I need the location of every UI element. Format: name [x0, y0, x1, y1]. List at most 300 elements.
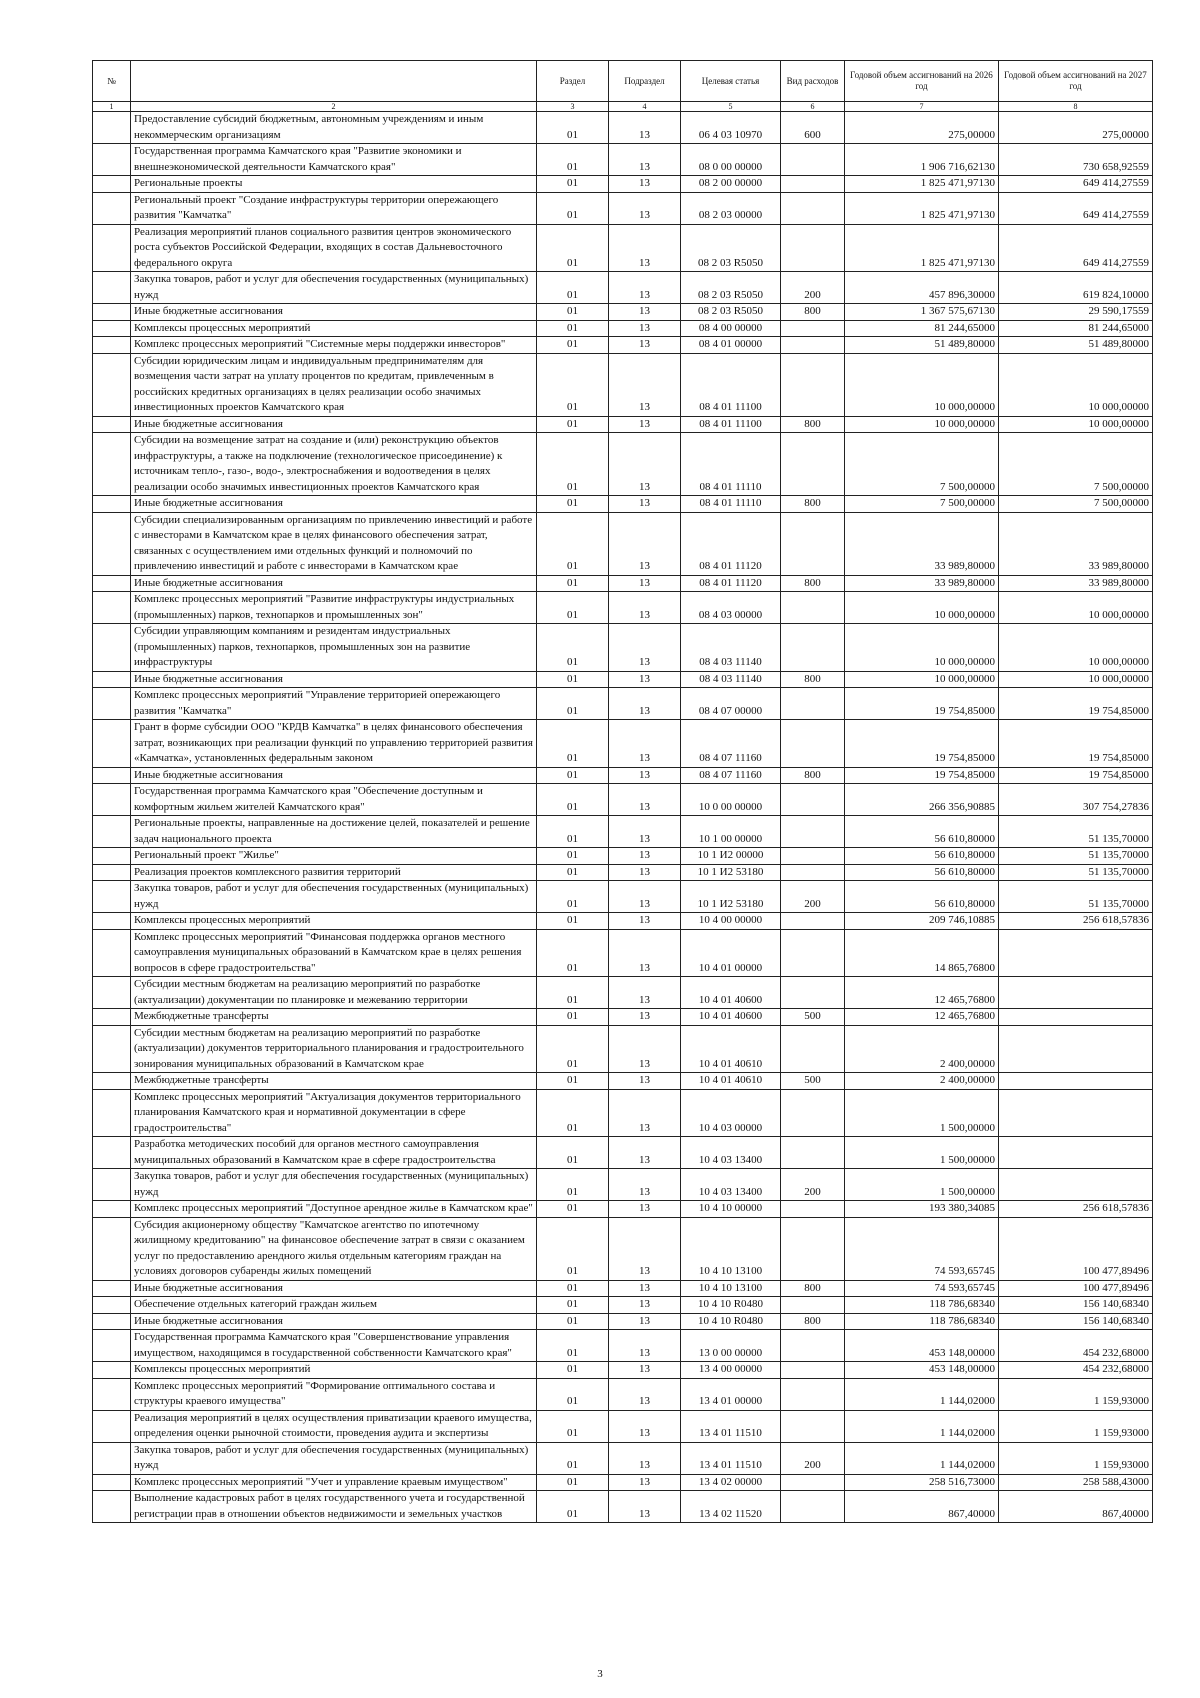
table-row: [93, 592, 1153, 624]
row-number-cell: [93, 272, 131, 304]
row-number-cell: [93, 1137, 131, 1169]
row-number-cell: [93, 929, 131, 977]
row-number-cell: [93, 192, 131, 224]
row-section-cell: 01: [537, 304, 609, 321]
row-volume-2027-cell: 10 000,00000: [999, 671, 1153, 688]
row-number-cell: [93, 320, 131, 337]
row-subsection-cell: 13: [609, 433, 681, 496]
row-target-article-cell: 10 1 И2 53180: [681, 881, 781, 913]
row-expense-type-cell: 800: [781, 767, 845, 784]
row-expense-type-cell: 500: [781, 1073, 845, 1090]
table-row: [93, 192, 1153, 224]
row-name-cell: Иные бюджетные ассигнования: [131, 304, 537, 321]
row-section-cell: 01: [537, 1280, 609, 1297]
row-subsection-cell: 13: [609, 192, 681, 224]
row-name-cell: Закупка товаров, работ и услуг для обеспечения государственных (муниципальных) нужд: [131, 272, 537, 304]
row-number-cell: [93, 224, 131, 272]
row-expense-type-cell: [781, 977, 845, 1009]
table-row: [93, 913, 1153, 930]
row-subsection-cell: 13: [609, 1073, 681, 1090]
row-volume-2026-cell: 56 610,80000: [845, 816, 999, 848]
row-number-cell: [93, 1089, 131, 1137]
row-expense-type-cell: [781, 688, 845, 720]
row-name-cell: Государственная программа Камчатского края "Совершенствование управления имуществом, находящимся в государственной собственности Камчатского края": [131, 1330, 537, 1362]
row-name-cell: Субсидии местным бюджетам на реализацию мероприятий по разработке (актуализации) документации по планировке и межеванию территории: [131, 977, 537, 1009]
row-target-article-cell: 08 4 01 11120: [681, 575, 781, 592]
row-target-article-cell: 08 4 01 11110: [681, 496, 781, 513]
row-expense-type-cell: 800: [781, 416, 845, 433]
row-subsection-cell: 13: [609, 1137, 681, 1169]
row-expense-type-cell: [781, 144, 845, 176]
row-name-cell: Обеспечение отдельных категорий граждан жильем: [131, 1297, 537, 1314]
row-expense-type-cell: [781, 1201, 845, 1218]
row-volume-2027-cell: 1 159,93000: [999, 1378, 1153, 1410]
row-number-cell: [93, 496, 131, 513]
row-subsection-cell: 13: [609, 720, 681, 768]
row-volume-2026-cell: 7 500,00000: [845, 433, 999, 496]
row-volume-2026-cell: 275,00000: [845, 112, 999, 144]
row-name-cell: Комплекс процессных мероприятий "Управление территорией опережающего развития "Камчатка": [131, 688, 537, 720]
table-row: [93, 1009, 1153, 1026]
row-section-cell: 01: [537, 1378, 609, 1410]
table-row: [93, 112, 1153, 144]
row-section-cell: 01: [537, 688, 609, 720]
row-subsection-cell: 13: [609, 512, 681, 575]
row-expense-type-cell: [781, 1089, 845, 1137]
row-number-cell: [93, 1169, 131, 1201]
row-section-cell: 01: [537, 592, 609, 624]
row-target-article-cell: 08 4 07 11160: [681, 720, 781, 768]
row-volume-2027-cell: 275,00000: [999, 112, 1153, 144]
table-row: [93, 1442, 1153, 1474]
row-subsection-cell: 13: [609, 1009, 681, 1026]
table-row: [93, 320, 1153, 337]
row-volume-2027-cell: 454 232,68000: [999, 1362, 1153, 1379]
row-name-cell: Закупка товаров, работ и услуг для обеспечения государственных (муниципальных) нужд: [131, 881, 537, 913]
row-volume-2026-cell: 193 380,34085: [845, 1201, 999, 1218]
row-section-cell: 01: [537, 337, 609, 354]
row-name-cell: Субсидии на возмещение затрат на создание и (или) реконструкцию объектов инфраструктуры, а также на подключение (технологическое присоединение) к источникам тепло-, газо-, водо-, электроснабжения и водоотведения в целях реализации особо значимых инвестиционных проектов Камчатского края: [131, 433, 537, 496]
row-target-article-cell: 10 4 01 40600: [681, 1009, 781, 1026]
row-subsection-cell: 13: [609, 671, 681, 688]
row-expense-type-cell: [781, 929, 845, 977]
row-subsection-cell: 13: [609, 575, 681, 592]
row-target-article-cell: 08 4 00 00000: [681, 320, 781, 337]
row-name-cell: Реализация мероприятий в целях осуществления приватизации краевого имущества, определения оценки рыночной стоимости, проведения аудита и экспертизы: [131, 1410, 537, 1442]
row-volume-2026-cell: 10 000,00000: [845, 671, 999, 688]
row-number-cell: [93, 688, 131, 720]
table-row: [93, 1280, 1153, 1297]
row-target-article-cell: 08 2 03 R5050: [681, 224, 781, 272]
column-number: 7: [845, 102, 999, 112]
row-target-article-cell: 13 4 02 11520: [681, 1491, 781, 1523]
row-subsection-cell: 13: [609, 304, 681, 321]
table-row: [93, 575, 1153, 592]
row-expense-type-cell: 200: [781, 1442, 845, 1474]
row-volume-2027-cell: 51 135,70000: [999, 848, 1153, 865]
row-name-cell: Комплексы процессных мероприятий: [131, 1362, 537, 1379]
row-section-cell: 01: [537, 1217, 609, 1280]
row-name-cell: Комплекс процессных мероприятий "Формирование оптимального состава и структуры краевого имущества": [131, 1378, 537, 1410]
row-volume-2027-cell: 619 824,10000: [999, 272, 1153, 304]
row-volume-2026-cell: 1 825 471,97130: [845, 192, 999, 224]
row-section-cell: 01: [537, 720, 609, 768]
row-name-cell: Комплекс процессных мероприятий "Учет и управление краевым имуществом": [131, 1474, 537, 1491]
column-number: 4: [609, 102, 681, 112]
row-volume-2027-cell: 10 000,00000: [999, 624, 1153, 672]
row-number-cell: [93, 624, 131, 672]
row-name-cell: Комплексы процессных мероприятий: [131, 913, 537, 930]
row-expense-type-cell: [781, 224, 845, 272]
row-name-cell: Субсидии юридическим лицам и индивидуальным предпринимателям для возмещения части затрат на уплату процентов по кредитам, привлеченным в российских кредитных организациях в целях реализации особо значимых инвестиционных проектов Камчатского края: [131, 353, 537, 416]
row-volume-2026-cell: 453 148,00000: [845, 1330, 999, 1362]
table-row: [93, 1137, 1153, 1169]
row-volume-2027-cell: 649 414,27559: [999, 176, 1153, 193]
row-section-cell: 01: [537, 624, 609, 672]
budget-table-sheet: [92, 60, 1152, 1523]
table-row: [93, 848, 1153, 865]
row-name-cell: Комплексы процессных мероприятий: [131, 320, 537, 337]
row-number-cell: [93, 512, 131, 575]
row-volume-2026-cell: 118 786,68340: [845, 1297, 999, 1314]
row-volume-2026-cell: 1 500,00000: [845, 1089, 999, 1137]
row-volume-2026-cell: 1 144,02000: [845, 1442, 999, 1474]
table-row: [93, 353, 1153, 416]
row-volume-2026-cell: 258 516,73000: [845, 1474, 999, 1491]
row-name-cell: Межбюджетные трансферты: [131, 1009, 537, 1026]
row-subsection-cell: 13: [609, 1378, 681, 1410]
row-subsection-cell: 13: [609, 320, 681, 337]
row-expense-type-cell: [781, 1297, 845, 1314]
table-header-row: [93, 61, 1153, 102]
row-number-cell: [93, 671, 131, 688]
row-subsection-cell: 13: [609, 929, 681, 977]
row-subsection-cell: 13: [609, 1280, 681, 1297]
row-name-cell: Комплекс процессных мероприятий "Развитие инфраструктуры индустриальных (промышленных) парков, технопарков и промышленных зон": [131, 592, 537, 624]
row-number-cell: [93, 176, 131, 193]
row-section-cell: 01: [537, 848, 609, 865]
row-expense-type-cell: 800: [781, 575, 845, 592]
row-volume-2027-cell: 7 500,00000: [999, 433, 1153, 496]
row-target-article-cell: 10 4 00 00000: [681, 913, 781, 930]
row-section-cell: 01: [537, 1137, 609, 1169]
row-volume-2027-cell: 100 477,89496: [999, 1280, 1153, 1297]
row-volume-2027-cell: 258 588,43000: [999, 1474, 1153, 1491]
row-volume-2027-cell: [999, 1089, 1153, 1137]
row-target-article-cell: 08 4 01 11100: [681, 353, 781, 416]
row-volume-2026-cell: 19 754,85000: [845, 767, 999, 784]
row-subsection-cell: 13: [609, 353, 681, 416]
row-subsection-cell: 13: [609, 272, 681, 304]
row-subsection-cell: 13: [609, 1491, 681, 1523]
row-target-article-cell: 10 4 03 00000: [681, 1089, 781, 1137]
row-number-cell: [93, 720, 131, 768]
row-volume-2026-cell: 19 754,85000: [845, 688, 999, 720]
row-section-cell: 01: [537, 112, 609, 144]
row-section-cell: 01: [537, 816, 609, 848]
row-expense-type-cell: [781, 864, 845, 881]
row-volume-2027-cell: 649 414,27559: [999, 224, 1153, 272]
table-row: [93, 881, 1153, 913]
row-volume-2026-cell: 1 825 471,97130: [845, 176, 999, 193]
row-target-article-cell: 10 4 10 13100: [681, 1280, 781, 1297]
row-volume-2026-cell: 266 356,90885: [845, 784, 999, 816]
row-name-cell: Иные бюджетные ассигнования: [131, 1313, 537, 1330]
column-number-row: [93, 102, 1153, 112]
table-row: [93, 512, 1153, 575]
row-volume-2026-cell: 1 144,02000: [845, 1378, 999, 1410]
row-expense-type-cell: 200: [781, 881, 845, 913]
row-volume-2026-cell: 2 400,00000: [845, 1025, 999, 1073]
row-number-cell: [93, 592, 131, 624]
row-target-article-cell: 10 4 10 R0480: [681, 1313, 781, 1330]
row-expense-type-cell: 800: [781, 1280, 845, 1297]
row-volume-2026-cell: 74 593,65745: [845, 1217, 999, 1280]
row-name-cell: Региональный проект "Создание инфраструктуры территории опережающего развития "Камчатка": [131, 192, 537, 224]
row-expense-type-cell: [781, 784, 845, 816]
row-target-article-cell: 10 1 00 00000: [681, 816, 781, 848]
row-volume-2026-cell: 2 400,00000: [845, 1073, 999, 1090]
row-volume-2027-cell: 33 989,80000: [999, 575, 1153, 592]
row-section-cell: 01: [537, 496, 609, 513]
row-expense-type-cell: [781, 913, 845, 930]
row-volume-2027-cell: 19 754,85000: [999, 767, 1153, 784]
row-section-cell: 01: [537, 1025, 609, 1073]
row-section-cell: 01: [537, 176, 609, 193]
row-section-cell: 01: [537, 575, 609, 592]
row-volume-2026-cell: 81 244,65000: [845, 320, 999, 337]
row-subsection-cell: 13: [609, 176, 681, 193]
row-subsection-cell: 13: [609, 144, 681, 176]
row-number-cell: [93, 1217, 131, 1280]
row-expense-type-cell: [781, 816, 845, 848]
row-section-cell: 01: [537, 1330, 609, 1362]
row-target-article-cell: 10 1 И2 53180: [681, 864, 781, 881]
row-section-cell: 01: [537, 320, 609, 337]
row-subsection-cell: 13: [609, 1025, 681, 1073]
row-volume-2027-cell: 10 000,00000: [999, 592, 1153, 624]
table-row: [93, 1217, 1153, 1280]
column-number: 6: [781, 102, 845, 112]
row-expense-type-cell: 200: [781, 272, 845, 304]
table-row: [93, 304, 1153, 321]
row-target-article-cell: 10 4 01 40610: [681, 1073, 781, 1090]
row-name-cell: Государственная программа Камчатского края "Развитие экономики и внешнеэкономической деятельности Камчатского края": [131, 144, 537, 176]
row-volume-2027-cell: 649 414,27559: [999, 192, 1153, 224]
row-number-cell: [93, 1297, 131, 1314]
row-volume-2026-cell: 14 865,76800: [845, 929, 999, 977]
row-subsection-cell: 13: [609, 1362, 681, 1379]
row-volume-2027-cell: [999, 1137, 1153, 1169]
page-number: 3: [597, 1668, 603, 1680]
header-name: [131, 61, 537, 102]
row-section-cell: 01: [537, 784, 609, 816]
table-row: [93, 1410, 1153, 1442]
row-subsection-cell: 13: [609, 1169, 681, 1201]
row-volume-2026-cell: 10 000,00000: [845, 592, 999, 624]
row-volume-2027-cell: 10 000,00000: [999, 416, 1153, 433]
row-volume-2026-cell: 1 144,02000: [845, 1410, 999, 1442]
column-number: 3: [537, 102, 609, 112]
row-number-cell: [93, 1280, 131, 1297]
row-name-cell: Иные бюджетные ассигнования: [131, 767, 537, 784]
row-expense-type-cell: 800: [781, 671, 845, 688]
row-number-cell: [93, 767, 131, 784]
row-volume-2026-cell: 74 593,65745: [845, 1280, 999, 1297]
row-section-cell: 01: [537, 1362, 609, 1379]
row-volume-2026-cell: 7 500,00000: [845, 496, 999, 513]
row-volume-2026-cell: 19 754,85000: [845, 720, 999, 768]
row-section-cell: 01: [537, 144, 609, 176]
row-target-article-cell: 10 4 01 40610: [681, 1025, 781, 1073]
table-row: [93, 1201, 1153, 1218]
row-subsection-cell: 13: [609, 1330, 681, 1362]
table-row: [93, 1025, 1153, 1073]
row-target-article-cell: 10 4 03 13400: [681, 1137, 781, 1169]
row-name-cell: Региональные проекты: [131, 176, 537, 193]
row-expense-type-cell: [781, 1378, 845, 1410]
row-volume-2027-cell: 19 754,85000: [999, 688, 1153, 720]
row-expense-type-cell: [781, 1491, 845, 1523]
row-volume-2027-cell: 10 000,00000: [999, 353, 1153, 416]
row-target-article-cell: 13 4 01 11510: [681, 1442, 781, 1474]
row-section-cell: 01: [537, 864, 609, 881]
row-expense-type-cell: 800: [781, 304, 845, 321]
row-expense-type-cell: 800: [781, 496, 845, 513]
row-target-article-cell: 06 4 03 10970: [681, 112, 781, 144]
row-section-cell: 01: [537, 353, 609, 416]
row-target-article-cell: 10 4 10 00000: [681, 1201, 781, 1218]
row-subsection-cell: 13: [609, 624, 681, 672]
row-name-cell: Закупка товаров, работ и услуг для обеспечения государственных (муниципальных) нужд: [131, 1442, 537, 1474]
row-section-cell: 01: [537, 1089, 609, 1137]
row-subsection-cell: 13: [609, 767, 681, 784]
row-section-cell: 01: [537, 433, 609, 496]
row-number-cell: [93, 1073, 131, 1090]
row-target-article-cell: 10 4 01 40600: [681, 977, 781, 1009]
row-target-article-cell: 13 0 00 00000: [681, 1330, 781, 1362]
row-target-article-cell: 10 1 И2 00000: [681, 848, 781, 865]
row-volume-2027-cell: 454 232,68000: [999, 1330, 1153, 1362]
row-target-article-cell: 08 4 01 00000: [681, 337, 781, 354]
table-row: [93, 337, 1153, 354]
row-target-article-cell: 13 4 01 11510: [681, 1410, 781, 1442]
row-target-article-cell: 08 2 00 00000: [681, 176, 781, 193]
row-name-cell: Субсидии управляющим компаниям и резидентам индустриальных (промышленных) парков, технопарков, промышленных зон на развитие инфраструктуры: [131, 624, 537, 672]
row-section-cell: 01: [537, 1009, 609, 1026]
table-row: [93, 688, 1153, 720]
row-volume-2027-cell: [999, 977, 1153, 1009]
budget-allocation-table: [92, 60, 1153, 1523]
row-volume-2027-cell: [999, 1169, 1153, 1201]
row-number-cell: [93, 337, 131, 354]
row-number-cell: [93, 1330, 131, 1362]
row-section-cell: 01: [537, 767, 609, 784]
row-section-cell: 01: [537, 881, 609, 913]
table-row: [93, 1491, 1153, 1523]
row-volume-2027-cell: 33 989,80000: [999, 512, 1153, 575]
row-number-cell: [93, 112, 131, 144]
table-row: [93, 1297, 1153, 1314]
row-name-cell: Разработка методических пособий для органов местного самоуправления муниципальных образований в Камчатском крае в сфере градостроительства: [131, 1137, 537, 1169]
row-target-article-cell: 08 4 07 00000: [681, 688, 781, 720]
row-expense-type-cell: [781, 1217, 845, 1280]
row-name-cell: Иные бюджетные ассигнования: [131, 1280, 537, 1297]
row-volume-2027-cell: [999, 929, 1153, 977]
row-section-cell: 01: [537, 671, 609, 688]
table-row: [93, 176, 1153, 193]
row-target-article-cell: 08 2 03 00000: [681, 192, 781, 224]
row-subsection-cell: 13: [609, 1297, 681, 1314]
row-number-cell: [93, 913, 131, 930]
column-number: 5: [681, 102, 781, 112]
table-row: [93, 977, 1153, 1009]
row-volume-2027-cell: 256 618,57836: [999, 913, 1153, 930]
row-expense-type-cell: [781, 433, 845, 496]
table-row: [93, 1089, 1153, 1137]
row-name-cell: Межбюджетные трансферты: [131, 1073, 537, 1090]
row-volume-2026-cell: 1 500,00000: [845, 1169, 999, 1201]
row-target-article-cell: 10 4 10 R0480: [681, 1297, 781, 1314]
row-target-article-cell: 08 4 01 11110: [681, 433, 781, 496]
row-number-cell: [93, 1025, 131, 1073]
row-name-cell: Субсидия акционерному обществу "Камчатское агентство по ипотечному жилищному кредитованию" на финансовое обеспечение затрат в связи с оказанием услуг по предоставлению арендного жилья отдельным категориям граждан на условиях договоров субаренды жилых помещений: [131, 1217, 537, 1280]
row-volume-2027-cell: 7 500,00000: [999, 496, 1153, 513]
row-volume-2026-cell: 10 000,00000: [845, 624, 999, 672]
row-number-cell: [93, 575, 131, 592]
table-row: [93, 720, 1153, 768]
header-volume-2026: Годовой объем ассигнований на 2026 год: [845, 61, 999, 102]
header-subsection: Подраздел: [609, 61, 681, 102]
row-expense-type-cell: [781, 624, 845, 672]
row-number-cell: [93, 144, 131, 176]
row-volume-2026-cell: 1 825 471,97130: [845, 224, 999, 272]
row-subsection-cell: 13: [609, 1217, 681, 1280]
row-subsection-cell: 13: [609, 1474, 681, 1491]
table-row: [93, 224, 1153, 272]
row-volume-2026-cell: 12 465,76800: [845, 1009, 999, 1026]
row-section-cell: 01: [537, 1297, 609, 1314]
row-name-cell: Государственная программа Камчатского края "Обеспечение доступным и комфортным жильем жителей Камчатского края": [131, 784, 537, 816]
row-target-article-cell: 10 0 00 00000: [681, 784, 781, 816]
row-subsection-cell: 13: [609, 864, 681, 881]
row-expense-type-cell: 500: [781, 1009, 845, 1026]
row-volume-2026-cell: 209 746,10885: [845, 913, 999, 930]
row-volume-2026-cell: 1 367 575,67130: [845, 304, 999, 321]
row-name-cell: Субсидии местным бюджетам на реализацию мероприятий по разработке (актуализации) документов территориального планирования и градостроительного зонирования муниципальных образований в Камчатском крае: [131, 1025, 537, 1073]
table-row: [93, 144, 1153, 176]
row-volume-2027-cell: 867,40000: [999, 1491, 1153, 1523]
row-subsection-cell: 13: [609, 784, 681, 816]
row-subsection-cell: 13: [609, 913, 681, 930]
row-section-cell: 01: [537, 929, 609, 977]
row-number-cell: [93, 1313, 131, 1330]
row-name-cell: Комплекс процессных мероприятий "Системные меры поддержки инвесторов": [131, 337, 537, 354]
row-expense-type-cell: [781, 1410, 845, 1442]
row-expense-type-cell: [781, 1362, 845, 1379]
row-name-cell: Реализация мероприятий планов социального развития центров экономического роста субъектов Российской Федерации, входящих в состав Дальневосточного федерального округа: [131, 224, 537, 272]
table-row: [93, 624, 1153, 672]
row-subsection-cell: 13: [609, 592, 681, 624]
row-subsection-cell: 13: [609, 816, 681, 848]
row-volume-2026-cell: 453 148,00000: [845, 1362, 999, 1379]
header-expense-type: Вид расходов: [781, 61, 845, 102]
row-volume-2027-cell: 51 135,70000: [999, 816, 1153, 848]
row-number-cell: [93, 864, 131, 881]
row-subsection-cell: 13: [609, 1410, 681, 1442]
row-target-article-cell: 10 4 03 13400: [681, 1169, 781, 1201]
table-row: [93, 816, 1153, 848]
